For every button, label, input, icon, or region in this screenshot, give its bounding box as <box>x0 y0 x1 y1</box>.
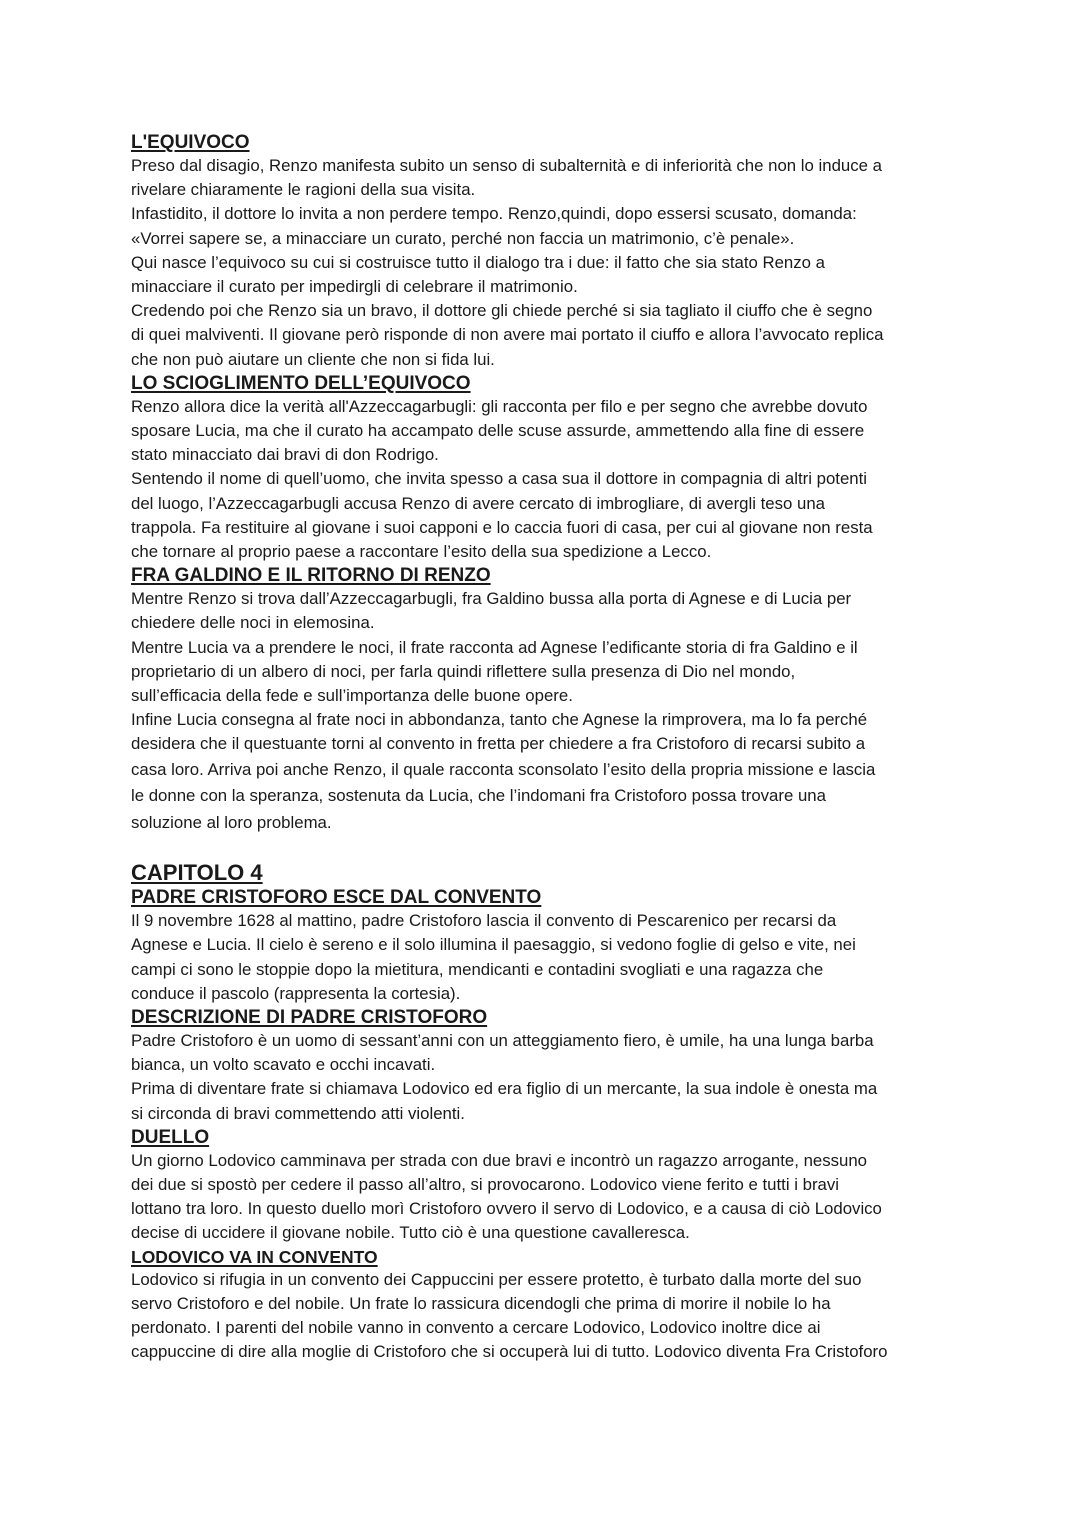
text-line: Mentre Lucia va a prendere le noci, il frate racconta ad Agnese l’edificante storia di fra Galdino e il <box>131 637 858 657</box>
text-line: si circonda di bravi commettendo atti violenti. <box>131 1103 465 1123</box>
text-line: decise di uccidere il giovane nobile. Tutto ciò è una questione cavalleresca. <box>131 1223 690 1243</box>
text-line: Infine Lucia consegna al frate noci in abbondanza, tanto che Agnese la rimprovera, ma lo fa perché <box>131 710 868 730</box>
text-line: Un giorno Lodovico camminava per strada con due bravi e incontrò un ragazzo arrogante, nessuno <box>131 1150 868 1170</box>
spacer <box>131 836 961 859</box>
section-body <box>131 1149 961 1246</box>
section-padre-cristoforo-esce <box>131 886 961 1006</box>
text-line: cappuccine di dire alla moglie di Cristoforo che si occuperà lui di tutto. Lodovico diventa Fra Cristoforo <box>131 1342 888 1362</box>
text-line: campi ci sono le stoppie dopo la mietitura, mendicanti e contadini svogliati e una ragazza che <box>131 959 824 979</box>
text-line: sull’efficacia della fede e sull’importanza delle buone opere. <box>131 686 573 706</box>
section-body <box>131 587 961 756</box>
document-page <box>131 131 961 1364</box>
text-line: Credendo poi che Renzo sia un bravo, il dottore gli chiede perché si sia tagliato il ciuffo che è segno <box>131 301 873 321</box>
section-body-continued <box>131 757 961 837</box>
text-line: stato minacciato dai bravi di don Rodrigo. <box>131 445 439 465</box>
section-body <box>131 395 961 564</box>
section-body <box>131 1268 961 1365</box>
text-line: rivelare chiaramente le ragioni della sua visita. <box>131 180 476 200</box>
text-line: lottano tra loro. In questo duello morì Cristoforo ovvero il servo di Lodovico, e a causa di ciò Lodovico <box>131 1199 882 1219</box>
text-line: Sentendo il nome di quell’uomo, che invita spesso a casa sua il dottore in compagnia di altri potenti <box>131 469 868 489</box>
text-line: bianca, un volto scavato e occhi incavati. <box>131 1055 436 1075</box>
text-line: Prima di diventare frate si chiamava Lodovico ed era figlio di un mercante, la sua indole è onesta ma <box>131 1079 878 1099</box>
text-line: Preso dal disagio, Renzo manifesta subito un senso di subalternità e di inferiorità che non lo induce a <box>131 156 882 175</box>
text-line: sposare Lucia, ma che il curato ha accampato delle scuse assurde, ammettendo alla fine di essere <box>131 421 865 441</box>
text-line: Padre Cristoforo è un uomo di sessant’anni con un atteggiamento fiero, è umile, ha una lunga barba <box>131 1030 874 1050</box>
text-line: «Vorrei sapere se, a minacciare un curato, perché non faccia un matrimonio, c’è penale». <box>131 228 795 248</box>
text-line: Infastidito, il dottore lo invita a non perdere tempo. Renzo,quindi, dopo essersi scusato, domanda: <box>131 204 857 224</box>
text-line: minacciare il curato per impedirgli di celebrare il matrimonio. <box>131 277 578 297</box>
section-descrizione <box>131 1006 961 1126</box>
section-heading: PADRE CRISTOFORO ESCE DAL CONVENTO <box>131 887 542 909</box>
section-heading: DESCRIZIONE DI PADRE CRISTOFORO <box>131 1006 488 1028</box>
text-line: che tornare al proprio paese a raccontare l’esito della sua spedizione a Lecco. <box>131 542 712 562</box>
text-line: trappola. Fa restituire al giovane i suoi capponi e lo caccia fuori di casa, per cui al giovane non resta <box>131 517 873 537</box>
text-line: chiedere delle noci in elemosina. <box>131 613 375 633</box>
text-line: Lodovico si rifugia in un convento dei Cappuccini per essere protetto, è turbato dalla morte del suo <box>131 1269 862 1289</box>
chapter-title: CAPITOLO 4 <box>131 860 263 886</box>
section-heading: DUELLO <box>131 1126 210 1148</box>
section-body <box>131 154 961 372</box>
text-line: Il 9 novembre 1628 al mattino, padre Cristoforo lascia il convento di Pescarenico per recarsi da <box>131 911 837 931</box>
text-line: Mentre Renzo si trova dall’Azzeccagarbugli, fra Galdino bussa alla porta di Agnese e di Lucia per <box>131 589 852 609</box>
text-line: casa loro. Arriva poi anche Renzo, il quale racconta sconsolato l’esito della propria missione e lascia <box>131 759 876 779</box>
text-line: soluzione al loro problema. <box>131 812 332 832</box>
text-line: conduce il pascolo (rappresenta la cortesia). <box>131 983 461 1003</box>
section-heading: L'EQUIVOCO <box>131 132 250 153</box>
section-heading: FRA GALDINO E IL RITORNO DI RENZO <box>131 565 491 587</box>
section-body <box>131 1029 961 1126</box>
text-line: di quei malviventi. Il giovane però risponde di non avere mai portato il ciuffo e allora l’avvocato replica <box>131 325 884 345</box>
text-line: Qui nasce l’equivoco su cui si costruisce tutto il dialogo tra i due: il fatto che sia stato Renzo a <box>131 252 825 272</box>
text-line: proprietario di un albero di noci, per farla quindi riflettere sulla presenza di Dio nel mondo, <box>131 661 796 681</box>
text-line: che non può aiutare un cliente che non si fida lui. <box>131 349 495 369</box>
text-line: perdonato. I parenti del nobile vanno in convento a cercare Lodovico, Lodovico inoltre dice ai <box>131 1318 821 1338</box>
text-line: Renzo allora dice la verità all'Azzeccagarbugli: gli racconta per filo e per segno che avrebbe dovuto <box>131 396 868 416</box>
section-body <box>131 909 961 1006</box>
text-line: le donne con la speranza, sostenuta da Lucia, che l’indomani fra Cristoforo possa trovare una <box>131 786 826 806</box>
text-line: del luogo, l’Azzeccagarbugli accusa Renzo di avere cercato di imbrogliare, di avergli teso una <box>131 493 826 513</box>
text-line: Agnese e Lucia. Il cielo è sereno e il solo illumina il paesaggio, si vedono foglie di gelso e vite, nei <box>131 935 856 955</box>
text-line: desidera che il questuante torni al convento in fretta per chiedere a fra Cristoforo di recarsi subito a <box>131 734 866 754</box>
section-fra-galdino <box>131 564 961 836</box>
section-lodovico-convento <box>131 1246 961 1365</box>
section-heading: LO SCIOGLIMENTO DELL’EQUIVOCO <box>131 372 471 394</box>
section-heading: LODOVICO VA IN CONVENTO <box>131 1246 378 1267</box>
text-line: dei due si spostò per cedere il passo all’altro, si provocarono. Lodovico viene ferito e tutti i bravi <box>131 1175 839 1194</box>
text-line: servo Cristoforo e del nobile. Un frate lo rassicura dicendogli che prima di morire il nobile lo ha <box>131 1293 831 1313</box>
section-duello <box>131 1126 961 1246</box>
section-equivoco <box>131 131 961 372</box>
section-scioglimento <box>131 372 961 564</box>
